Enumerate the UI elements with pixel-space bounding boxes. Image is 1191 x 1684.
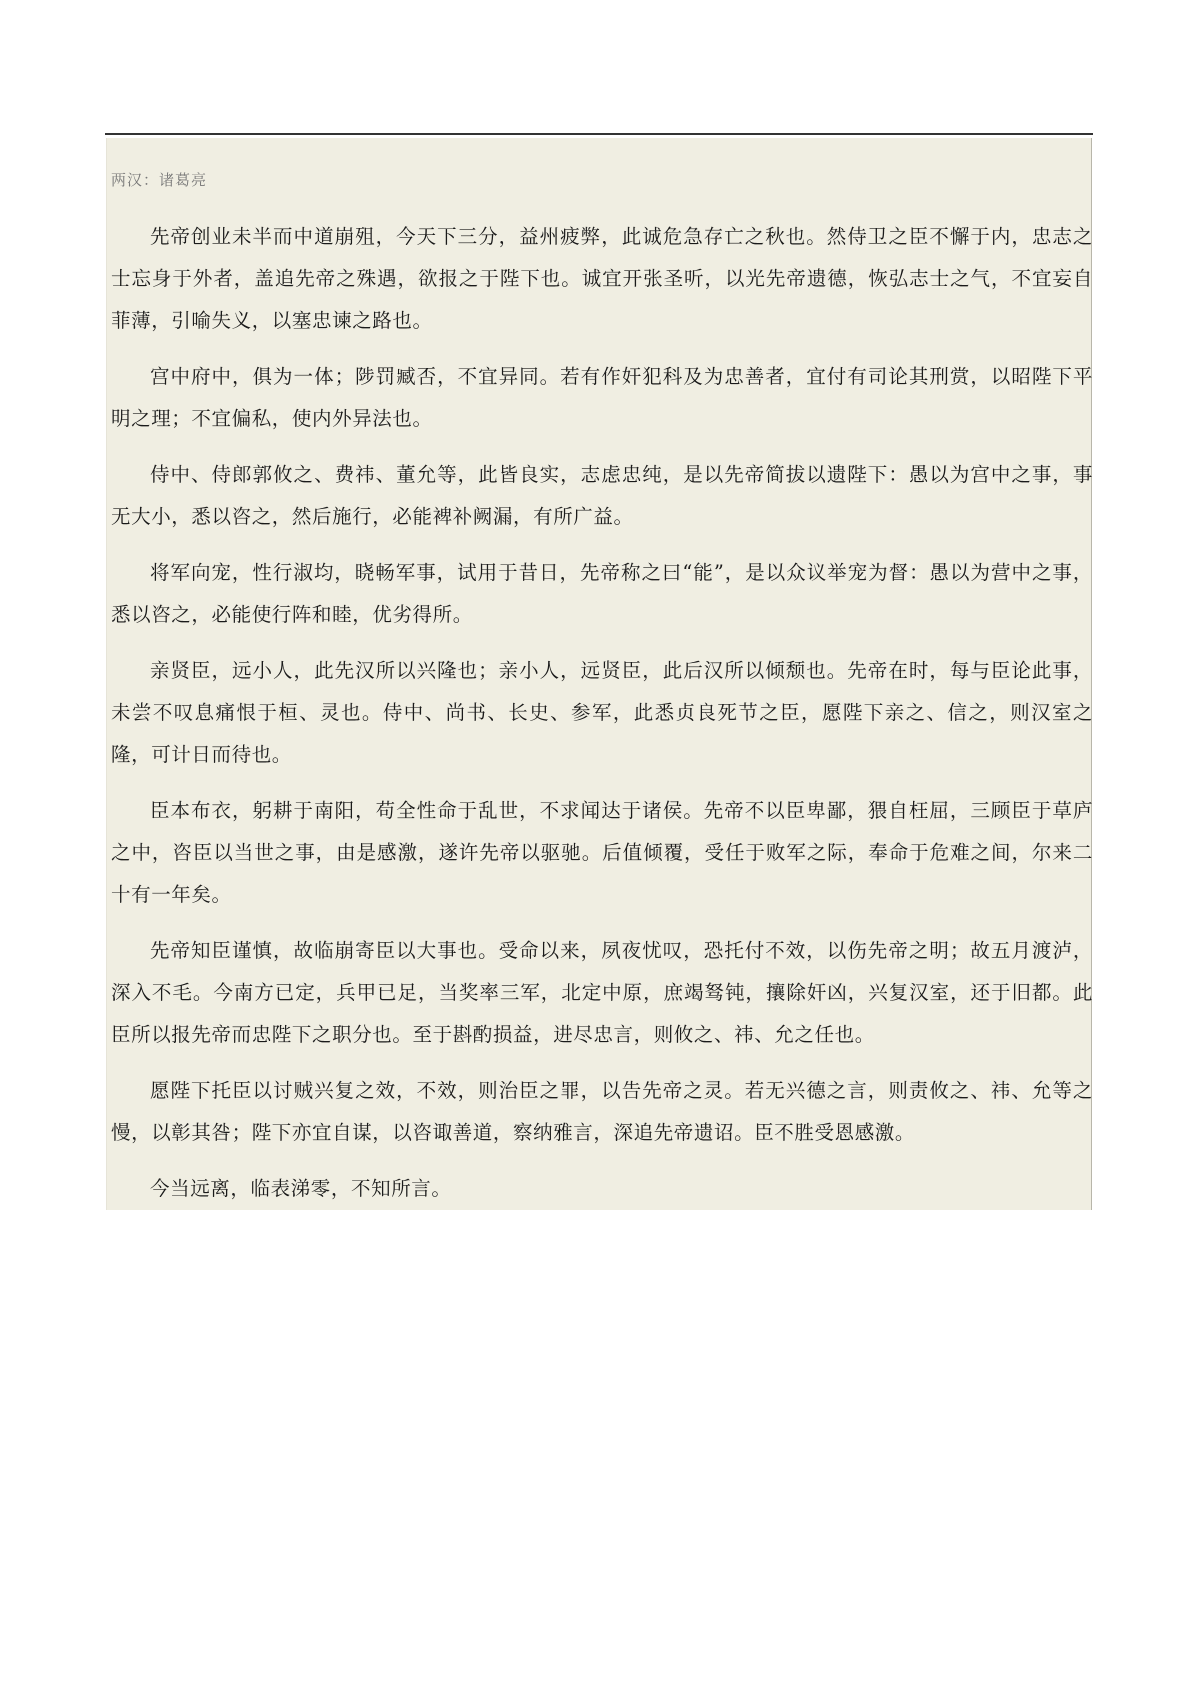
paragraph-1: 先帝创业未半而中道崩殂，今天下三分，益州疲弊，此诚危急存亡之秋也。然侍卫之臣不懈于内，忠志之士忘身于外者，盖追先帝之殊遇，欲报之于陛下也。诚宜开张圣听，以光先帝遗德，恢弘志士之气，不宜妄自菲薄，引喻失义，以塞忠谏之路也。: [111, 225, 1093, 332]
author-byline: 两汉：诸葛亮: [111, 171, 208, 189]
paragraph-7: 先帝知臣谨慎，故临崩寄臣以大事也。受命以来，夙夜忧叹，恐托付不效，以伤先帝之明；故五月渡泸，深入不毛。今南方已定，兵甲已足，当奖率三军，北定中原，庶竭驽钝，攘除奸凶，兴复汉室，还于旧都。此臣所以报先帝而忠陛下之职分也。至于斟酌损益，进尽忠言，则攸之、祎、允之任也。: [111, 939, 1093, 1046]
paragraph-3: 侍中、侍郎郭攸之、费祎、董允等，此皆良实，志虑忠纯，是以先帝简拔以遗陛下：愚以为宫中之事，事无大小，悉以咨之，然后施行，必能裨补阙漏，有所广益。: [111, 463, 1093, 528]
paragraph-9: 今当远离，临表涕零，不知所言。: [150, 1177, 452, 1200]
article-body: [111, 216, 1093, 1224]
paragraph-5: 亲贤臣，远小人，此先汉所以兴隆也；亲小人，远贤臣，此后汉所以倾颓也。先帝在时，每与臣论此事，未尝不叹息痛恨于桓、灵也。侍中、尚书、长史、参军，此悉贞良死节之臣，愿陛下亲之、信之，则汉室之隆，可计日而待也。: [111, 659, 1093, 766]
paragraph-6: 臣本布衣，躬耕于南阳，苟全性命于乱世，不求闻达于诸侯。先帝不以臣卑鄙，猥自枉屈，三顾臣于草庐之中，咨臣以当世之事，由是感激，遂许先帝以驱驰。后值倾覆，受任于败军之际，奉命于危难之间，尔来二十有一年矣。: [111, 799, 1093, 906]
top-divider: [105, 133, 1093, 135]
paragraph-2: 宫中府中，俱为一体；陟罚臧否，不宜异同。若有作奸犯科及为忠善者，宜付有司论其刑赏，以昭陛下平明之理；不宜偏私，使内外异法也。: [111, 365, 1093, 430]
paragraph-4: 将军向宠，性行淑均，晓畅军事，试用于昔日，先帝称之曰“能”，是以众议举宠为督：愚以为营中之事，悉以咨之，必能使行阵和睦，优劣得所。: [111, 561, 1093, 626]
article-panel: [106, 138, 1092, 1210]
paragraph-8: 愿陛下托臣以讨贼兴复之效，不效，则治臣之罪，以告先帝之灵。若无兴德之言，则责攸之、祎、允等之慢，以彰其咎；陛下亦宜自谋，以咨诹善道，察纳雅言，深追先帝遗诏。臣不胜受恩感激。: [111, 1079, 1093, 1144]
